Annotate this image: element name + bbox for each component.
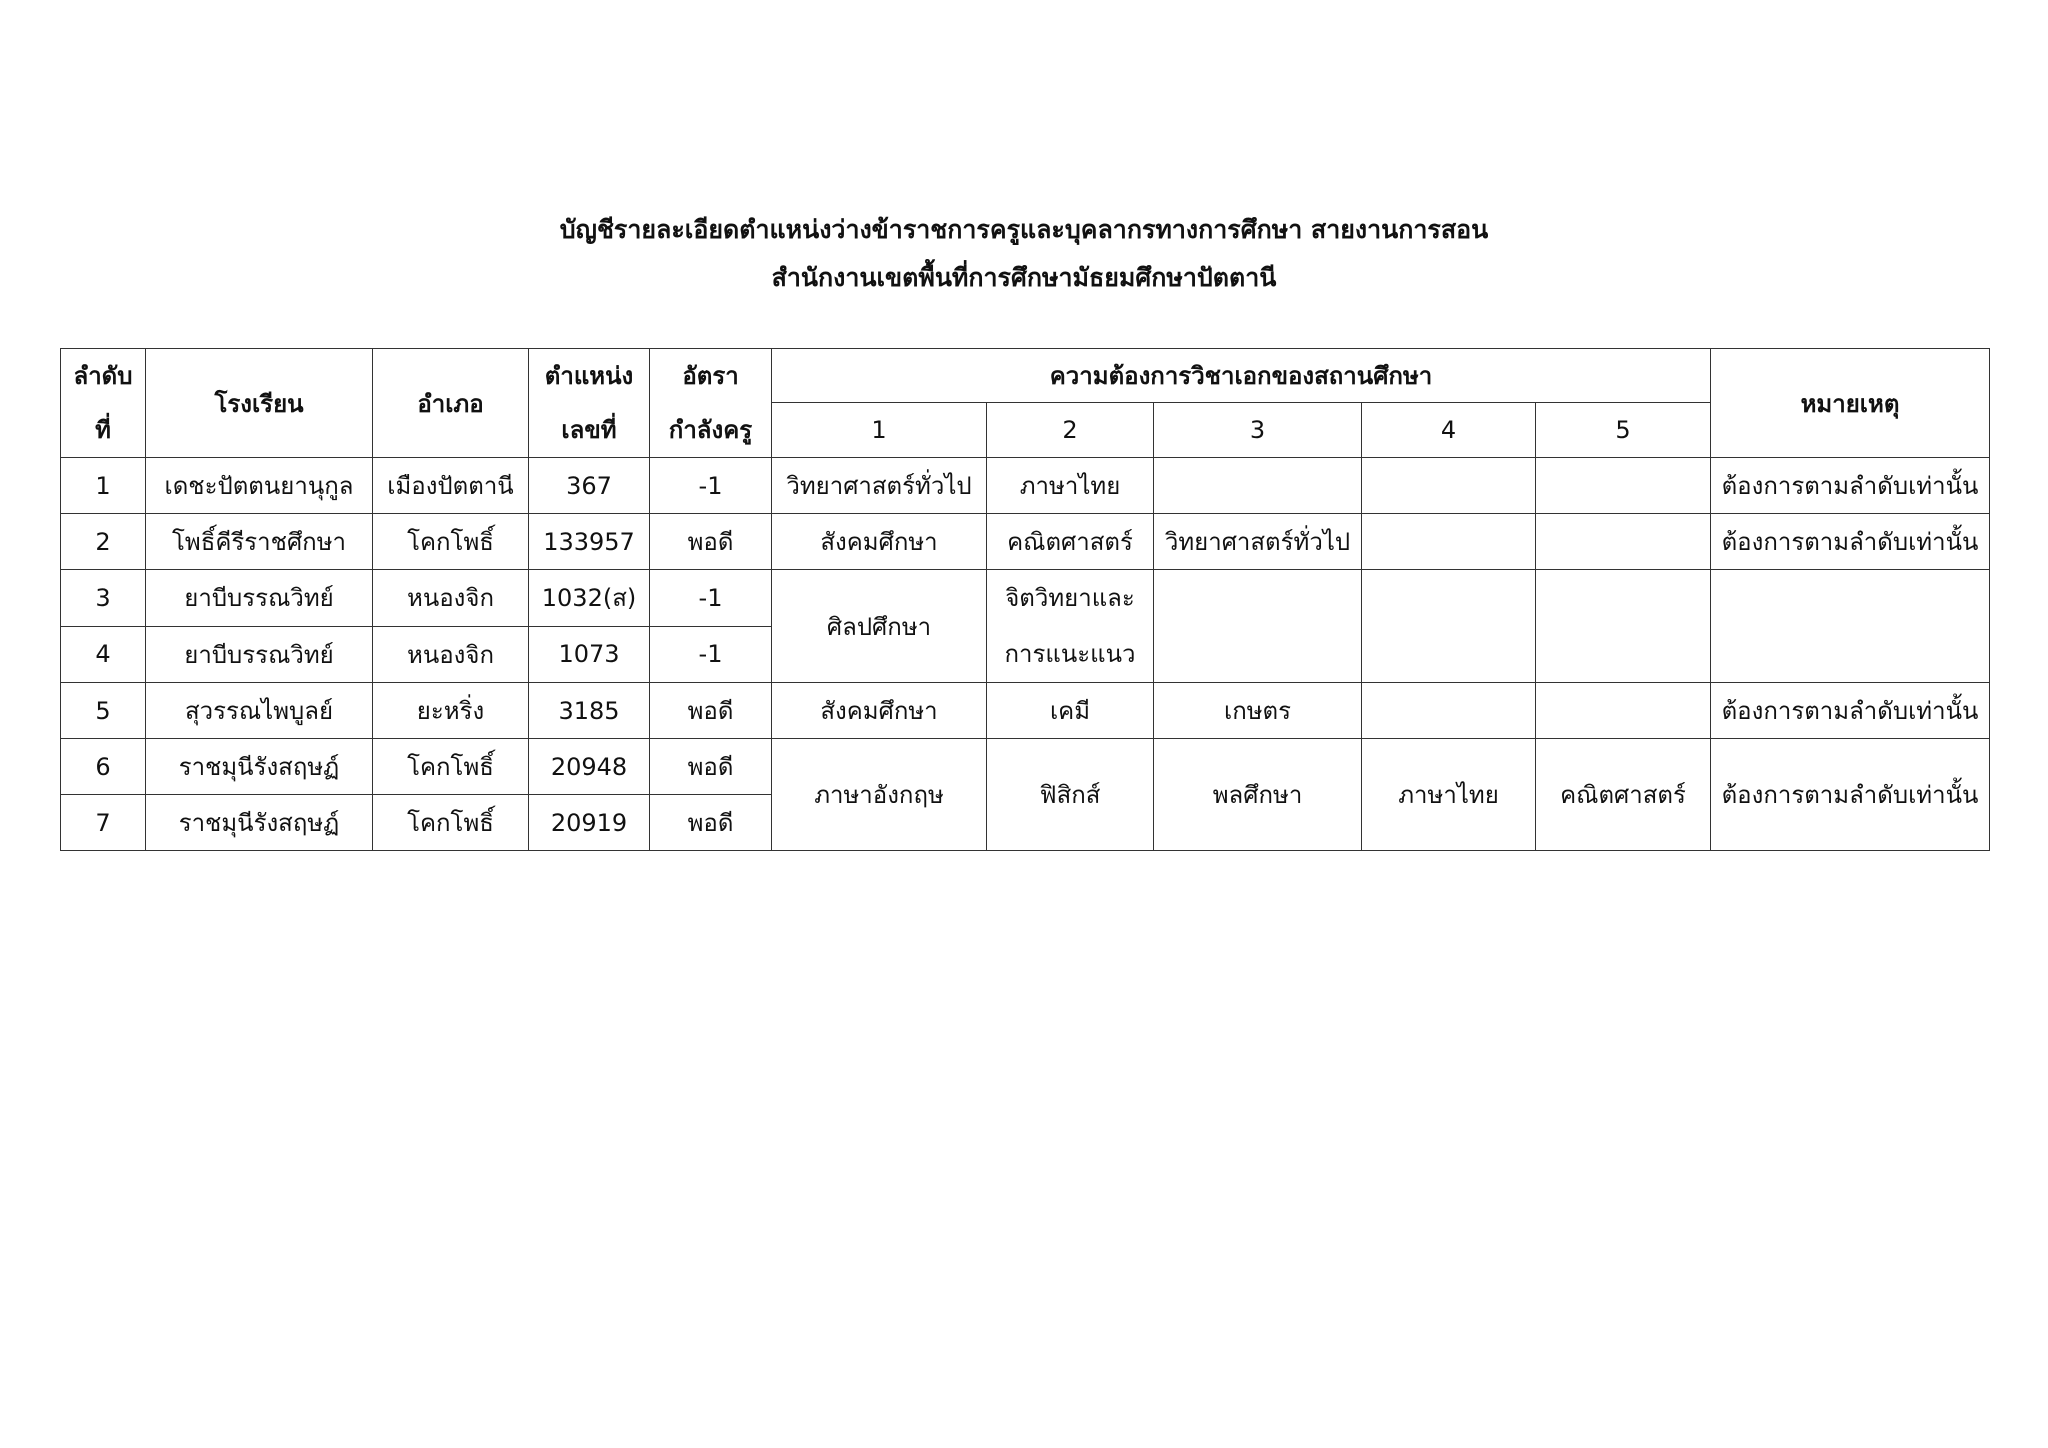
cell-position: 1032(ส) (529, 570, 650, 627)
cell-subject-4 (1362, 458, 1536, 514)
header-position-line1: ตำแหน่ง (544, 362, 634, 390)
cell-district: หนองจิก (373, 626, 529, 683)
cell-subject-1: วิทยาศาสตร์ทั่วไป (772, 458, 987, 514)
cell-subject-3 (1154, 570, 1362, 683)
cell-subject-2: ฟิสิกส์ (987, 739, 1154, 851)
cell-order: 1 (61, 458, 146, 514)
cell-subject-1: ภาษาอังกฤษ (772, 739, 987, 851)
cell-subject-3 (1154, 458, 1362, 514)
cell-subject-2: คณิตศาสตร์ (987, 514, 1154, 570)
header-subjects-group: ความต้องการวิชาเอกของสถานศึกษา (772, 349, 1711, 403)
cell-remark: ต้องการตามลำดับเท่านั้น (1711, 739, 1990, 851)
header-position (529, 349, 650, 458)
cell-order: 5 (61, 683, 146, 739)
cell-subject-5 (1536, 570, 1711, 683)
cell-order: 2 (61, 514, 146, 570)
table-row (61, 739, 1990, 795)
header-subject-5: 5 (1536, 403, 1711, 458)
cell-district: เมืองปัตตานี (373, 458, 529, 514)
cell-district: โคกโพธิ์ (373, 795, 529, 851)
cell-subject-3: พลศึกษา (1154, 739, 1362, 851)
cell-district: หนองจิก (373, 570, 529, 627)
cell-position: 20948 (529, 739, 650, 795)
cell-subject-2-line2: การแนะแนว (1004, 640, 1136, 668)
document-header (0, 210, 2048, 306)
header-district: อำเภอ (373, 349, 529, 458)
cell-position: 367 (529, 458, 650, 514)
cell-district: โคกโพธิ์ (373, 514, 529, 570)
cell-subject-3: วิทยาศาสตร์ทั่วไป (1154, 514, 1362, 570)
cell-subject-4: ภาษาไทย (1362, 739, 1536, 851)
cell-order: 6 (61, 739, 146, 795)
cell-subject-2 (987, 570, 1154, 683)
header-order (61, 349, 146, 458)
cell-rate: พอดี (650, 514, 772, 570)
cell-order: 7 (61, 795, 146, 851)
cell-subject-2: ภาษาไทย (987, 458, 1154, 514)
table-row (61, 570, 1990, 627)
header-subject-4: 4 (1362, 403, 1536, 458)
cell-rate: -1 (650, 570, 772, 627)
document-title: บัญชีรายละเอียดตำแหน่งว่างข้าราชการครูและบุคลากรทางการศึกษา สายงานการสอน (559, 215, 1489, 244)
header-subject-1: 1 (772, 403, 987, 458)
cell-subject-3: เกษตร (1154, 683, 1362, 739)
cell-remark: ต้องการตามลำดับเท่านั้น (1711, 514, 1990, 570)
cell-rate: พอดี (650, 683, 772, 739)
cell-district: ยะหริ่ง (373, 683, 529, 739)
cell-remark: ต้องการตามลำดับเท่านั้น (1711, 458, 1990, 514)
cell-position: 1073 (529, 626, 650, 683)
cell-subject-5 (1536, 458, 1711, 514)
cell-subject-1: ศิลปศึกษา (772, 570, 987, 683)
table-row (61, 458, 1990, 514)
cell-school: ยาบีบรรณวิทย์ (146, 626, 373, 683)
cell-school: ราชมุนีรังสฤษฏ์ (146, 739, 373, 795)
cell-subject-4 (1362, 570, 1536, 683)
cell-subject-4 (1362, 514, 1536, 570)
header-rate (650, 349, 772, 458)
cell-subject-4 (1362, 683, 1536, 739)
cell-rate: พอดี (650, 739, 772, 795)
cell-subject-5: คณิตศาสตร์ (1536, 739, 1711, 851)
header-rate-line1: อัตรา (682, 362, 739, 390)
cell-order: 4 (61, 626, 146, 683)
header-order-line1: ลำดับ (73, 362, 133, 390)
cell-subject-5 (1536, 514, 1711, 570)
header-position-line2: เลขที่ (561, 416, 617, 444)
cell-subject-2-line1: จิตวิทยาและ (1005, 584, 1135, 612)
cell-school: เดชะปัตตนยานุกูล (146, 458, 373, 514)
table-row (61, 683, 1990, 739)
table-header-row (61, 349, 1990, 403)
vacancy-table (60, 348, 1990, 851)
cell-subject-1: สังคมศึกษา (772, 683, 987, 739)
header-school: โรงเรียน (146, 349, 373, 458)
table-row (61, 514, 1990, 570)
header-rate-line2: กำลังครู (668, 416, 753, 444)
cell-rate: -1 (650, 458, 772, 514)
cell-position: 3185 (529, 683, 650, 739)
cell-order: 3 (61, 570, 146, 627)
cell-rate: -1 (650, 626, 772, 683)
cell-district: โคกโพธิ์ (373, 739, 529, 795)
cell-school: โพธิ์คีรีราชศึกษา (146, 514, 373, 570)
cell-school: ยาบีบรรณวิทย์ (146, 570, 373, 627)
document-subtitle: สำนักงานเขตพื้นที่การศึกษามัธยมศึกษาปัตตานี (771, 263, 1277, 292)
cell-position: 133957 (529, 514, 650, 570)
header-order-line2: ที่ (95, 416, 111, 444)
header-subject-3: 3 (1154, 403, 1362, 458)
cell-subject-5 (1536, 683, 1711, 739)
cell-position: 20919 (529, 795, 650, 851)
header-remark: หมายเหตุ (1711, 349, 1990, 458)
cell-school: สุวรรณไพบูลย์ (146, 683, 373, 739)
header-subject-2: 2 (987, 403, 1154, 458)
cell-school: ราชมุนีรังสฤษฏ์ (146, 795, 373, 851)
cell-subject-1: สังคมศึกษา (772, 514, 987, 570)
cell-remark: ต้องการตามลำดับเท่านั้น (1711, 683, 1990, 739)
cell-subject-2: เคมี (987, 683, 1154, 739)
cell-remark (1711, 570, 1990, 683)
cell-rate: พอดี (650, 795, 772, 851)
